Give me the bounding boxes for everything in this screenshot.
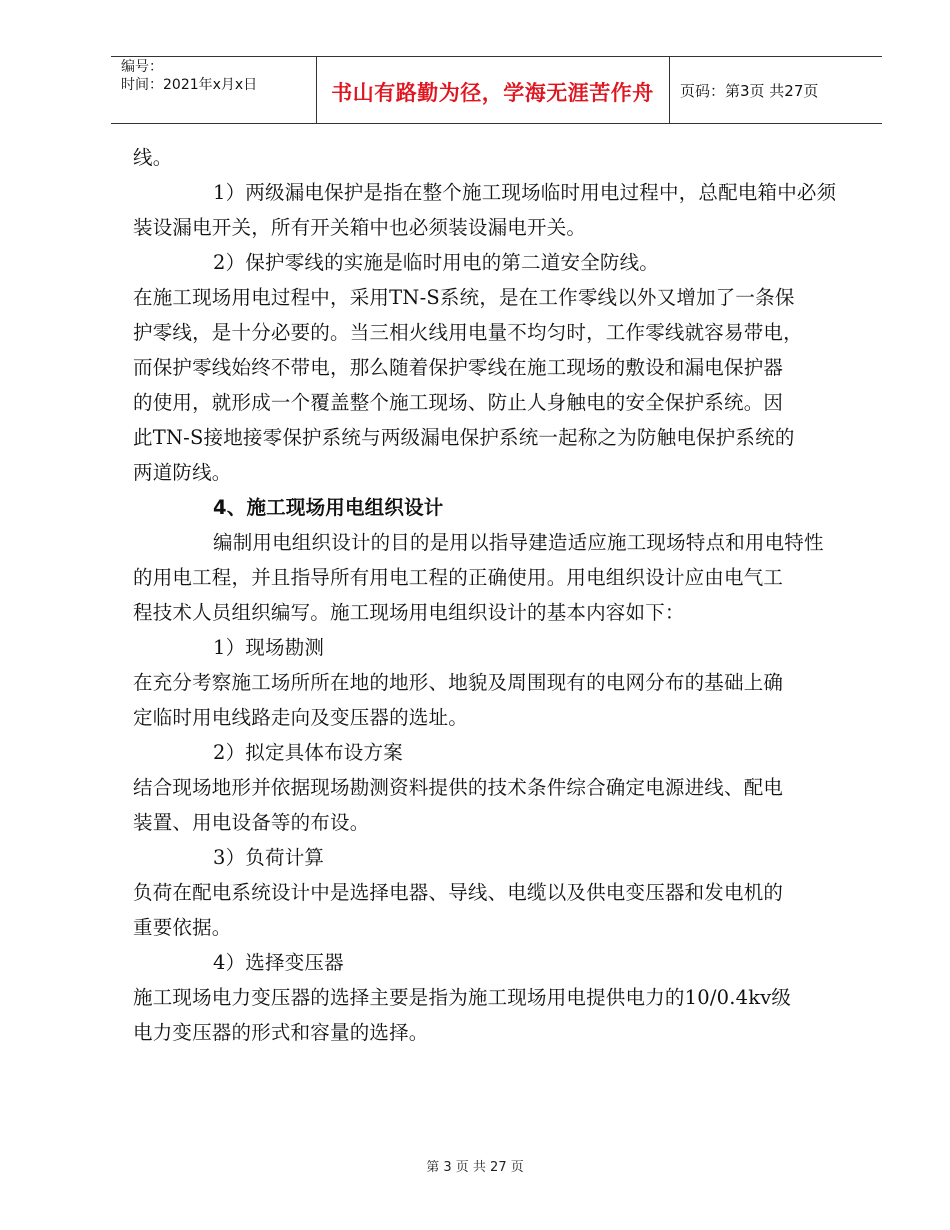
header-page-label: 页码：第3页 共27页: [680, 82, 819, 100]
body-text-line: 编制用电组织设计的目的是用以指导建造适应施工现场特点和用电特性: [213, 531, 824, 554]
document-body: [133, 140, 863, 1050]
header-motto: 书山有路勤为径，学海无涯苦作舟: [331, 81, 654, 105]
body-text-line: 在施工现场用电过程中，采用TN-S系统，是在工作零线以外又增加了一条保: [133, 286, 795, 309]
document-number-label: 编号：: [121, 59, 163, 75]
body-text-line: 护零线，是十分必要的。当三相火线用电量不均匀时，工作零线就容易带电，: [133, 321, 803, 344]
body-text-line: 2）保护零线的实施是临时用电的第二道安全防线。: [213, 251, 660, 274]
body-text-line: 4）选择变压器: [213, 951, 344, 974]
header-motto-cell: [316, 57, 670, 123]
body-text-line: 重要依据。: [133, 916, 232, 939]
document-date-label: 时间：2021年x月x日: [121, 77, 258, 93]
body-text-line: 2）拟定具体布设方案: [213, 741, 403, 764]
body-text-line: 此TN-S接地接零保护系统与两级漏电保护系统一起称之为防触电保护系统的: [133, 426, 795, 449]
body-text-line: 3）负荷计算: [213, 846, 325, 869]
body-text-line: 而保护零线始终不带电，那么随着保护零线在施工现场的敷设和漏电保护器: [133, 356, 784, 379]
header-page-cell: [669, 57, 882, 123]
body-text-line: 结合现场地形并依据现场勘测资料提供的技术条件综合确定电源进线、配电: [133, 776, 784, 799]
body-text-line: 电力变压器的形式和容量的选择。: [133, 1021, 429, 1044]
header-meta-cell: [111, 57, 317, 123]
body-text-line: 装置、用电设备等的布设。: [133, 811, 370, 834]
page-footer: 第 3 页 共 27 页: [426, 1160, 524, 1175]
body-text-line: 施工现场电力变压器的选择主要是指为施工现场用电提供电力的10/0.4kv级: [133, 986, 792, 1009]
body-text-line: 负荷在配电系统设计中是选择电器、导线、电缆以及供电变压器和发电机的: [133, 881, 784, 904]
body-text-line: 装设漏电开关，所有开关箱中也必须装设漏电开关。: [133, 216, 587, 239]
document-header: [111, 56, 882, 124]
body-text-line: 两道防线。: [133, 461, 232, 484]
body-text-line: 线。: [133, 146, 173, 169]
body-text-line: 程技术人员组织编写。施工现场用电组织设计的基本内容如下：: [133, 601, 685, 624]
section-heading: 4、施工现场用电组织设计: [213, 496, 444, 519]
body-text-line: 的使用，就形成一个覆盖整个施工现场、防止人身触电的安全保护系统。因: [133, 391, 784, 414]
body-text-line: 1）现场勘测: [213, 636, 325, 659]
body-text-line: 1）两级漏电保护是指在整个施工现场临时用电过程中，总配电箱中必须: [213, 181, 837, 204]
body-text-line: 定临时用电线路走向及变压器的选址。: [133, 706, 468, 729]
body-text-line: 的用电工程，并且指导所有用电工程的正确使用。用电组织设计应由电气工: [133, 566, 784, 589]
body-text-line: 在充分考察施工场所所在地的地形、地貌及周围现有的电网分布的基础上确: [133, 671, 784, 694]
